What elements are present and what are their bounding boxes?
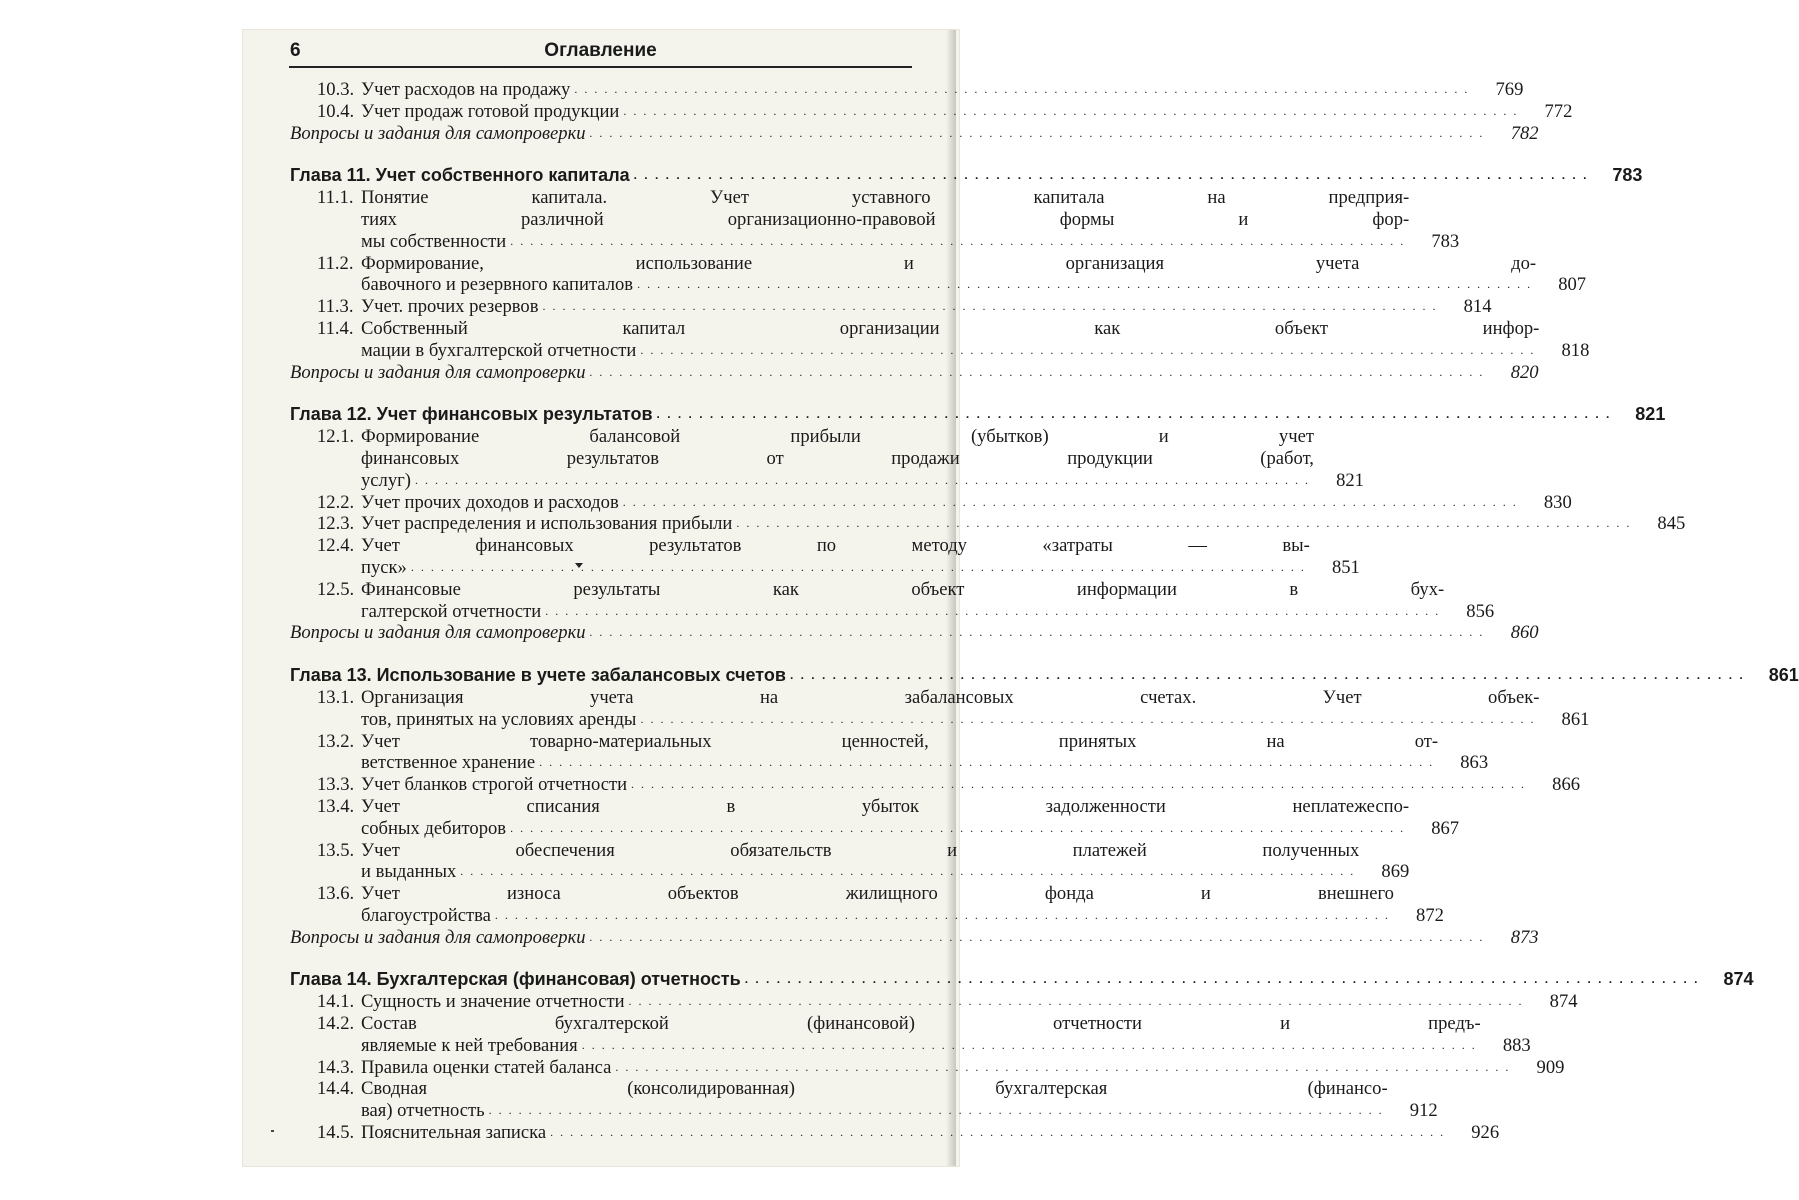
entry-title: вая) отчетность [361, 1100, 485, 1122]
page-ref: 872 [1416, 904, 1444, 926]
toc-group [290, 165, 1643, 383]
page-ref: 883 [1502, 1034, 1531, 1056]
page-ref: 926 [1471, 1122, 1500, 1144]
dot-leader: . . . . . . . . . . . . . . . . . . . . . . . . . . . . . . . . . . . . . . . . . . . . . . . . . . . . . . . . . . . . . . . . . . . . . . . . . . . . . . . . . . . . . . . . . . [633, 168, 1589, 183]
section-body [361, 1078, 1438, 1122]
page-ref: 874 [1549, 991, 1578, 1013]
section-number: 14.1. [317, 991, 355, 1013]
dot-leader: . . . . . . . . . . . . . . . . . . . . . . . . . . . . . . . . . . . . . . . . . . . . . . . . . . . . . . . . . . . . . . . . . . . . . . . . . . . . . . . . . . . . . . . . . . [640, 711, 1536, 726]
entry-title: Вопросы и задания для самопроверки [290, 622, 586, 644]
section-body [361, 991, 1578, 1013]
section-body [361, 796, 1459, 840]
section-last-line[interactable] [361, 296, 1492, 318]
toc-section[interactable] [290, 1013, 1531, 1057]
section-line: тиях различной организационно-правовой формы и фор- [361, 208, 1410, 230]
page-ref: 863 [1460, 752, 1489, 774]
toc-section[interactable] [290, 535, 1360, 579]
self-check-questions[interactable] [290, 622, 1539, 644]
section-body [361, 687, 1589, 731]
page-ref: 821 [1635, 404, 1666, 425]
toc-section[interactable] [290, 100, 1573, 123]
page-ref: 783 [1612, 165, 1643, 186]
section-body [361, 840, 1409, 884]
entry-title: мы собственности [361, 230, 507, 252]
toc-section[interactable] [290, 79, 1524, 101]
page-ref: 845 [1657, 513, 1686, 535]
section-last-line[interactable] [361, 861, 1409, 883]
section-number: 12.5. [317, 578, 355, 600]
entry-title: тов, принятых на условиях аренды [361, 708, 637, 730]
section-last-line[interactable] [361, 752, 1488, 774]
dot-leader: . . . . . . . . . . . . . . . . . . . . . . . . . . . . . . . . . . . . . . . . . . . . . . . . . . . . . . . . . . . . . . . . . . . . . . . . . . . . . . . . . . . . . . . . . . [637, 277, 1533, 292]
section-last-line[interactable] [361, 340, 1589, 362]
toc-section[interactable] [290, 426, 1364, 491]
section-body [361, 535, 1360, 579]
section-number: 10.3. [317, 79, 355, 100]
dot-leader: . . . . . . . . . . . . . . . . . . . . . . . . . . . . . . . . . . . . . . . . . . . . . . . . . . . . . . . . . . . . . . . . . . . . . . . . . . . . . . . . . . . . . . . . . . [550, 1125, 1446, 1140]
section-number: 11.1. [317, 187, 354, 209]
page-ref: 820 [1510, 361, 1539, 383]
dot-leader: . . . . . . . . . . . . . . . . . . . . . . . . . . . . . . . . . . . . . . . . . . . . . . . . . . . . . . . . . . . . . . . . . . . . . . . . . . . . . . . . . . . . . . . . . . [542, 299, 1438, 314]
page-ref: 769 [1495, 79, 1524, 100]
section-line: Состав бухгалтерской (финансовой) отчетности и предъ- [361, 1013, 1481, 1035]
section-body [361, 426, 1364, 491]
section-body [361, 774, 1580, 796]
entry-title: и выданных [361, 861, 457, 883]
section-last-line[interactable] [361, 1035, 1531, 1057]
section-line: Финансовые результаты как объект информации в бух- [361, 578, 1445, 600]
section-last-line[interactable] [361, 231, 1459, 253]
section-line: Организация учета на забалансовых счетах. Учет объек- [361, 686, 1540, 708]
section-line: Формирование балансовой прибыли (убытков) и учет [361, 426, 1314, 448]
chapter-heading[interactable] [290, 404, 1666, 426]
toc-section[interactable] [290, 774, 1581, 796]
section-body [361, 883, 1444, 927]
chapter-heading[interactable] [290, 165, 1643, 187]
section-line: финансовых результатов от продажи продукции (работ, [361, 447, 1314, 469]
page-ref: 782 [1510, 122, 1539, 144]
print-speck [271, 1130, 274, 1132]
page-ref: 912 [1409, 1100, 1438, 1122]
section-number: 10.4. [317, 100, 355, 122]
section-number: 13.1. [317, 686, 355, 708]
entry-title: Вопросы и задания для самопроверки [290, 361, 586, 383]
section-line: Сводная (консолидированная) бухгалтерская (финансо- [361, 1078, 1388, 1100]
section-line: Понятие капитала. Учет уставного капитала на предприя- [361, 187, 1410, 209]
toc-section[interactable] [290, 795, 1460, 840]
section-body [361, 296, 1492, 318]
self-check-questions[interactable] [290, 361, 1539, 384]
dot-leader: . . . . . . . . . . . . . . . . . . . . . . . . . . . . . . . . . . . . . . . . . . . . . . . . . . . . . . . . . . . . . . . . . . . . . . . . . . . . . . . . . . . . . . . . . . [539, 755, 1435, 770]
toc-section[interactable] [290, 883, 1444, 927]
section-number: 13.4. [317, 795, 355, 817]
dot-leader: . . . . . . . . . . . . . . . . . . . . . . . . . . . . . . . . . . . . . . . . . . . . . . . . . . . . . . . . . . . . . . . . . . . . . . . . . . . . . . . . . . . . . . . . . . [589, 929, 1485, 944]
dot-leader: . . . . . . . . . . . . . . . . . . . . . . . . . . . . . . . . . . . . . . . . . . . . . . . . . . . . . . . . . . . . . . . . . . . . . . . . . . . . . . . . . . . . . . . . . . [494, 907, 1390, 922]
entry-title: бавочного и резервного капиталов [361, 274, 634, 296]
entry-title: Учет продаж готовой продукции [361, 100, 620, 122]
page-ref: 873 [1510, 926, 1539, 948]
chapter-heading[interactable] [290, 665, 1799, 687]
section-last-line[interactable] [361, 774, 1580, 796]
dot-leader: . . . . . . . . . . . . . . . . . . . . . . . . . . . . . . . . . . . . . . . . . . . . . . . . . . . . . . . . . . . . . . . . . . . . . . . . . . . . . . . . . . . . . . . . . . [736, 516, 1632, 531]
section-last-line[interactable] [361, 1057, 1564, 1079]
dot-leader: . . . . . . . . . . . . . . . . . . . . . . . . . . . . . . . . . . . . . . . . . . . . . . . . . . . . . . . . . . . . . . . . . . . . . . . . . . . . . . . . . . . . . . . . . . [628, 994, 1524, 1009]
section-line: Учет износа объектов жилищного фонда и внешнего [361, 883, 1394, 905]
page-ref: 861 [1561, 708, 1590, 730]
toc-section[interactable] [290, 839, 1410, 884]
entry-title: Глава 14. Бухгалтерская (финансовая) отчетность [290, 969, 741, 990]
section-last-line[interactable] [361, 79, 1523, 101]
dot-leader: . . . . . . . . . . . . . . . . . . . . . . . . . . . . . . . . . . . . . . . . . . . . . . . . . . . . . . . . . . . . . . . . . . . . . . . . . . . . . . . . . . . . . . . . . . [488, 1103, 1384, 1118]
section-body [361, 1057, 1564, 1079]
page-ref: 818 [1561, 339, 1590, 361]
page-ref: 909 [1536, 1056, 1565, 1078]
dot-leader: . . . . . . . . . . . . . . . . . . . . . . . . . . . . . . . . . . . . . . . . . . . . . . . . . . . . . . . . . . . . . . . . . . . . . . . . . . . . . . . . . . . . . . . . . . [631, 777, 1527, 792]
table-of-contents [290, 79, 1799, 1144]
section-number: 14.5. [317, 1122, 355, 1144]
page-ref: 861 [1768, 665, 1799, 686]
section-number: 13.3. [317, 774, 355, 796]
page-ref: 874 [1723, 969, 1754, 990]
dot-leader: . . . . . . . . . . . . . . . . . . . . . . . . . . . . . . . . . . . . . . . . . . . . . . . . . . . . . . . . . . . . . . . . . . . . . . . . . . . . . . . . . . . . . . . . . . [510, 820, 1406, 835]
toc-section[interactable] [290, 317, 1590, 362]
entry-title: собных дебиторов [361, 817, 507, 839]
toc-section[interactable] [290, 252, 1587, 297]
section-last-line[interactable] [361, 513, 1685, 535]
section-last-line[interactable] [361, 818, 1459, 840]
section-body [361, 1122, 1499, 1144]
entry-title: являемые к ней требования [361, 1034, 578, 1056]
entry-title: галтерской отчетности [361, 600, 542, 622]
section-last-line[interactable] [361, 905, 1444, 927]
section-last-line[interactable] [361, 492, 1572, 514]
dot-leader: . . . . . . . . . . . . . . . . . . . . . . . . . . . . . . . . . . . . . . . . . . . . . . . . . . . . . . . . . . . . . . . . . . . . . . . . . . . . . . . . . . . . . . . . . . [589, 625, 1485, 640]
section-last-line[interactable] [361, 601, 1494, 623]
entry-title: ветственное хранение [361, 752, 536, 774]
dot-leader: . . . . . . . . . . . . . . . . . . . . . . . . . . . . . . . . . . . . . . . . . . . . . . . . . . . . . . . . . . . . . . . . . . . . . . . . . . . . . . . . . . . . . . . . . . [545, 603, 1441, 618]
section-body [361, 579, 1494, 623]
dot-leader: . . . . . . . . . . . . . . . . . . . . . . . . . . . . . . . . . . . . . . . . . . . . . . . . . . . . . . . . . . . . . . . . . . . . . . . . . . . . . . . . . . . . . . . . . . [622, 494, 1518, 509]
dot-leader: . . . . . . . . . . . . . . . . . . . . . . . . . . . . . . . . . . . . . . . . . . . . . . . . . . . . . . . . . . . . . . . . . . . . . . . . . . . . . . . . . . . . . . . . . . [410, 559, 1306, 574]
entry-title: мации в бухгалтерской отчетности [361, 339, 637, 361]
entry-title: Учет бланков строгой отчетности [361, 774, 628, 796]
section-number: 13.6. [317, 883, 355, 905]
page-ref: 821 [1336, 469, 1364, 491]
entry-title: Правила оценки статей баланса [361, 1056, 612, 1078]
page-ref: 830 [1543, 491, 1572, 513]
section-body [361, 253, 1586, 297]
section-line: Учет финансовых результатов по методу «затраты — вы- [361, 535, 1310, 557]
section-number: 13.2. [317, 730, 355, 752]
section-line: Учет товарно-материальных ценностей, принятых на от- [361, 730, 1439, 752]
entry-title: Пояснительная записка [361, 1122, 547, 1144]
section-body [361, 101, 1572, 123]
toc-group [290, 665, 1799, 948]
dot-leader: . . . . . . . . . . . . . . . . . . . . . . . . . . . . . . . . . . . . . . . . . . . . . . . . . . . . . . . . . . . . . . . . . . . . . . . . . . . . . . . . . . . . . . . . . . [640, 342, 1536, 357]
page-title: Оглавление [544, 40, 657, 61]
section-last-line[interactable] [361, 557, 1360, 579]
dot-leader: . . . . . . . . . . . . . . . . . . . . . . . . . . . . . . . . . . . . . . . . . . . . . . . . . . . . . . . . . . . . . . . . . . . . . . . . . . . . . . . . . . . . . . . . . . [744, 972, 1700, 987]
section-last-line[interactable] [361, 709, 1589, 731]
toc-section[interactable] [290, 491, 1572, 514]
dot-leader: . . . . . . . . . . . . . . . . . . . . . . . . . . . . . . . . . . . . . . . . . . . . . . . . . . . . . . . . . . . . . . . . . . . . . . . . . . . . . . . . . . . . . . . . . . [656, 407, 1612, 422]
entry-title: услуг) [361, 469, 411, 491]
section-body [361, 318, 1589, 362]
section-last-line[interactable] [361, 101, 1572, 123]
page-ref: 772 [1544, 100, 1573, 122]
section-number: 11.2. [317, 252, 354, 274]
toc-group [290, 79, 1573, 144]
page-ref: 783 [1431, 230, 1460, 252]
dot-leader: . . . . . . . . . . . . . . . . . . . . . . . . . . . . . . . . . . . . . . . . . . . . . . . . . . . . . . . . . . . . . . . . . . . . . . . . . . . . . . . . . . . . . . . . . . [510, 233, 1406, 248]
dot-leader: . . . . . . . . . . . . . . . . . . . . . . . . . . . . . . . . . . . . . . . . . . . . . . . . . . . . . . . . . . . . . . . . . . . . . . . . . . . . . . . . . . . . . . . . . . [581, 1037, 1477, 1052]
section-last-line[interactable] [361, 470, 1364, 492]
entry-title: Учет расходов на продажу [361, 79, 571, 100]
section-body [361, 187, 1459, 252]
section-number: 14.3. [317, 1056, 355, 1078]
toc-section[interactable] [290, 1056, 1565, 1079]
section-number: 12.3. [317, 513, 355, 535]
toc-section[interactable] [290, 187, 1460, 252]
entry-title: Вопросы и задания для самопроверки [290, 926, 586, 948]
entry-title: Учет прочих доходов и расходов [361, 491, 619, 513]
toc-section[interactable] [290, 578, 1495, 623]
section-number: 14.4. [317, 1078, 355, 1100]
section-number: 12.4. [317, 535, 355, 557]
section-body [361, 731, 1488, 775]
entry-title: Учет распределения и использования прибыли [361, 513, 733, 535]
dot-leader: . . . . . . . . . . . . . . . . . . . . . . . . . . . . . . . . . . . . . . . . . . . . . . . . . . . . . . . . . . . . . . . . . . . . . . . . . . . . . . . . . . . . . . . . . . [615, 1059, 1511, 1074]
page-ref: 869 [1381, 861, 1410, 883]
section-number: 11.3. [317, 296, 354, 318]
entry-title: Глава 11. Учет собственного капитала [290, 165, 630, 186]
section-line: Собственный капитал организации как объект инфор- [361, 317, 1540, 339]
section-last-line[interactable] [361, 1122, 1499, 1144]
page-ref: 807 [1558, 274, 1587, 296]
entry-title: благоустройства [361, 904, 491, 926]
dot-leader: . . . . . . . . . . . . . . . . . . . . . . . . . . . . . . . . . . . . . . . . . . . . . . . . . . . . . . . . . . . . . . . . . . . . . . . . . . . . . . . . . . . . . . . . . . [589, 125, 1485, 140]
entry-title: пуск» [361, 556, 407, 578]
section-number: 12.1. [317, 426, 355, 448]
page-ref: 860 [1510, 622, 1539, 644]
section-number: 11.4. [317, 317, 354, 339]
section-line: Формирование, использование и организация учета до- [361, 252, 1537, 274]
section-body [361, 79, 1523, 101]
toc-section[interactable] [290, 991, 1578, 1013]
dot-leader: . . . . . . . . . . . . . . . . . . . . . . . . . . . . . . . . . . . . . . . . . . . . . . . . . . . . . . . . . . . . . . . . . . . . . . . . . . . . . . . . . . . . . . . . . . [574, 82, 1470, 96]
self-check-questions[interactable] [290, 122, 1539, 145]
toc-group [290, 404, 1686, 644]
page-ref: 866 [1552, 774, 1581, 796]
section-line: Учет списания в убыток задолженности неплатежеспо- [361, 795, 1410, 817]
self-check-questions[interactable] [290, 926, 1539, 949]
page-ref: 814 [1463, 296, 1492, 318]
dot-leader: . . . . . . . . . . . . . . . . . . . . . . . . . . . . . . . . . . . . . . . . . . . . . . . . . . . . . . . . . . . . . . . . . . . . . . . . . . . . . . . . . . . . . . . . . . [623, 103, 1519, 118]
section-body [361, 513, 1685, 535]
section-number: 14.2. [317, 1013, 355, 1035]
page-ref: 851 [1331, 556, 1360, 578]
toc-section[interactable] [290, 730, 1489, 775]
toc-section[interactable] [290, 513, 1686, 535]
section-number: 13.5. [317, 839, 355, 861]
page-ref: 867 [1431, 817, 1460, 839]
section-body [361, 1013, 1531, 1057]
toc-section[interactable] [290, 296, 1492, 318]
entry-title: Глава 12. Учет финансовых результатов [290, 404, 653, 425]
dot-leader: . . . . . . . . . . . . . . . . . . . . . . . . . . . . . . . . . . . . . . . . . . . . . . . . . . . . . . . . . . . . . . . . . . . . . . . . . . . . . . . . . . . . . . . . . . [589, 364, 1485, 379]
dot-leader: . . . . . . . . . . . . . . . . . . . . . . . . . . . . . . . . . . . . . . . . . . . . . . . . . . . . . . . . . . . . . . . . . . . . . . . . . . . . . . . . . . . . . . . . . . [414, 472, 1310, 487]
dot-leader: . . . . . . . . . . . . . . . . . . . . . . . . . . . . . . . . . . . . . . . . . . . . . . . . . . . . . . . . . . . . . . . . . . . . . . . . . . . . . . . . . . . . . . . . . . [460, 864, 1356, 879]
section-number: 12.2. [317, 491, 355, 513]
section-last-line[interactable] [361, 1100, 1438, 1122]
section-line: Учет обеспечения обязательств и платежей полученных [361, 839, 1360, 861]
section-body [361, 492, 1572, 514]
toc-section[interactable] [290, 1078, 1438, 1122]
entry-title: Сущность и значение отчетности [361, 991, 625, 1013]
page-header [289, 38, 912, 68]
print-mark [575, 563, 583, 568]
entry-title: Глава 13. Использование в учете забалансовых счетов [290, 665, 786, 686]
toc-group [290, 969, 1754, 1144]
entry-title: Вопросы и задания для самопроверки [290, 122, 586, 144]
dot-leader: . . . . . . . . . . . . . . . . . . . . . . . . . . . . . . . . . . . . . . . . . . . . . . . . . . . . . . . . . . . . . . . . . . . . . . . . . . . . . . . . . . . . . . . . . . [789, 668, 1745, 683]
page-ref: 856 [1466, 600, 1495, 622]
toc-section[interactable] [290, 686, 1590, 731]
page-number: 6 [290, 40, 301, 61]
entry-title: Учет. прочих резервов [361, 296, 539, 318]
section-last-line[interactable] [361, 274, 1586, 296]
section-last-line[interactable] [361, 991, 1578, 1013]
toc-section[interactable] [290, 1122, 1500, 1144]
chapter-heading[interactable] [290, 969, 1754, 991]
